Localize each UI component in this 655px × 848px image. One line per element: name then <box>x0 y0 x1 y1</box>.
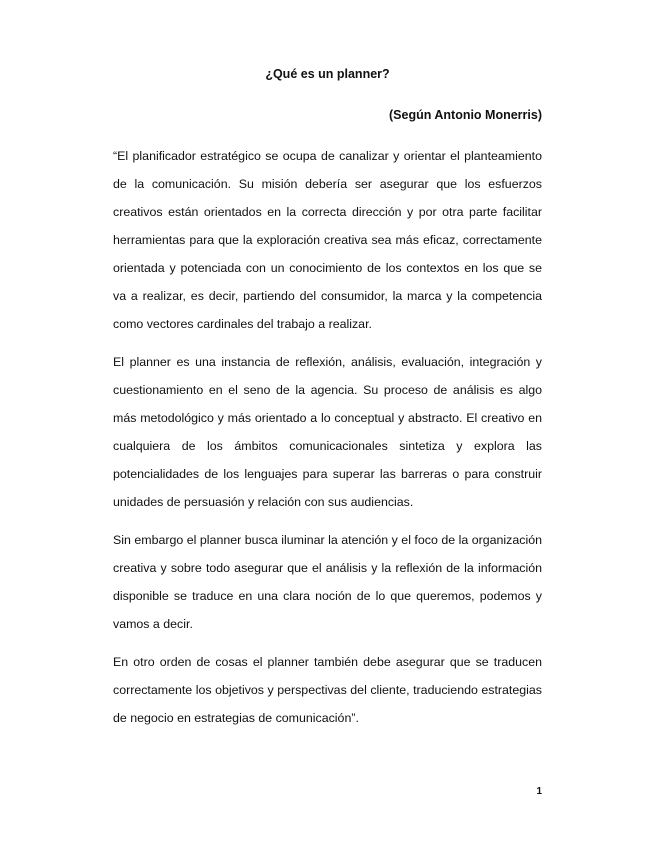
paragraph-3: Sin embargo el planner busca iluminar la atención y el foco de la organización creativa y sobre todo asegurar que el análisis y la reflexión de la información disponible se traduce en una clara noción de lo que queremos, podemos y vamos a decir. <box>113 533 542 631</box>
paragraph-2: El planner es una instancia de reflexión, análisis, evaluación, integración y cuestionamiento en el seno de la agencia. Su proceso de análisis es algo más metodológico y más orientado a lo conceptual y abstracto. El creativo en cualquiera de los ámbitos comunicacionales sintetiza y explora las potencialidades de los lenguajes para superar las barreras o para construir unidades de persuasión y relación con sus audiencias. <box>113 355 542 509</box>
paragraph-1: “El planificador estratégico se ocupa de canalizar y orientar el planteamiento de la comunicación. Su misión debería ser asegurar que los esfuerzos creativos están orientados en la correcta dirección y por otra parte facilitar herramientas para que la exploración creativa sea más eficaz, correctamente orientada y potenciada con un conocimiento de los contextos en los que se va a realizar, es decir, partiendo del consumidor, la marca y la competencia como vectores cardinales del trabajo a realizar. <box>113 149 542 331</box>
author-attribution: (Según Antonio Monerris) <box>389 108 542 122</box>
page-title: ¿Qué es un planner? <box>265 67 390 81</box>
page-number: 1 <box>536 786 542 797</box>
body-text <box>113 142 542 742</box>
paragraph-4: En otro orden de cosas el planner también debe asegurar que se traducen correctamente los objetivos y perspectivas del cliente, traduciendo estrategias de negocio en estrategias de comunicación”. <box>113 655 542 725</box>
